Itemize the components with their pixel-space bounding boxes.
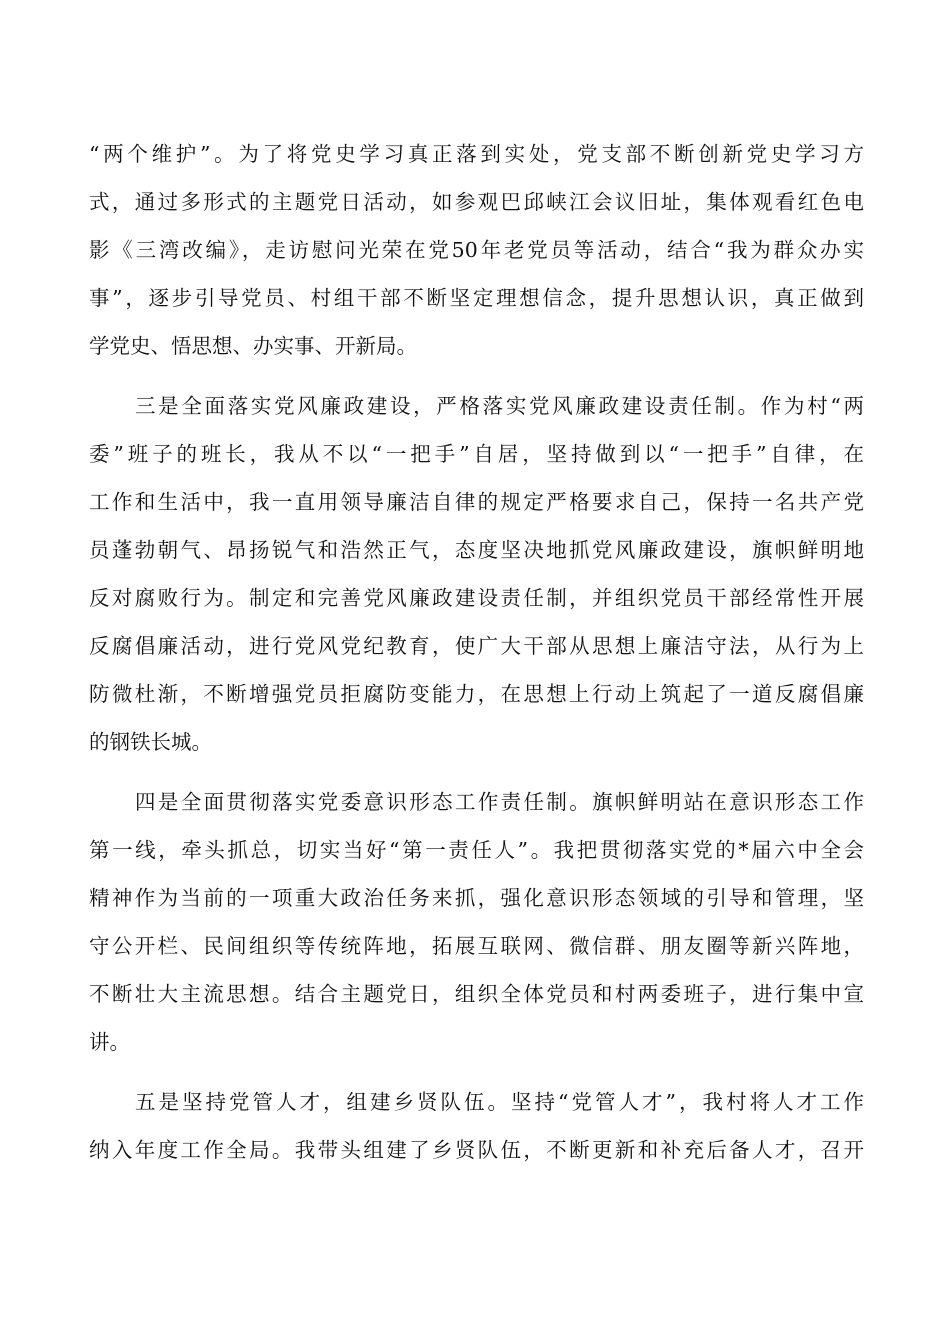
text-line: 不断壮大主流思想。结合主题党日，组织全体党员和村两委班子，进行集中宣 [89, 982, 864, 1006]
text-line: 式，通过多形式的主题党日活动，如参观巴邱峡江会议旧址，集体观看红色电 [89, 190, 864, 214]
text-line: 事”，逐步引导党员、村组干部不断坚定理想信念，提升思想认识，真正做到 [89, 286, 864, 310]
text-line: 影《三湾改编》，走访慰问光荣在党50年老党员等活动，结合“我为群众办实 [89, 238, 864, 262]
text-line: “两个维护”。为了将党史学习真正落到实处，党支部不断创新党史学习方 [89, 142, 864, 166]
paragraph-3 [89, 778, 864, 1066]
text-line: 守公开栏、民间组织等传统阵地，拓展互联网、微信群、朋友圈等新兴阵地， [89, 934, 864, 958]
text-line: 讲。 [89, 1030, 130, 1054]
paragraph-1 [89, 130, 864, 370]
text-line: 反腐倡廉活动，进行党风党纪教育，使广大干部从思想上廉洁守法，从行为上 [89, 634, 864, 658]
text-line: 工作和生活中，我一直用领导廉洁自律的规定严格要求自己，保持一名共产党 [89, 490, 864, 514]
text-line: 防微杜渐，不断增强党员拒腐防变能力，在思想上行动上筑起了一道反腐倡廉 [89, 682, 864, 706]
text-line: 反对腐败行为。制定和完善党风廉政建设责任制，并组织党员干部经常性开展 [89, 586, 864, 610]
text-line: 的钢铁长城。 [89, 730, 212, 754]
document-page [89, 130, 864, 1174]
text-line: 学党史、悟思想、办实事、开新局。 [89, 334, 417, 358]
text-line: 三是全面落实党风廉政建设，严格落实党风廉政建设责任制。作为村“两 [135, 394, 864, 418]
text-line: 第一线，牵头抓总，切实当好“第一责任人”。我把贯彻落实党的*届六中全会 [89, 838, 864, 862]
text-line: 精神作为当前的一项重大政治任务来抓，强化意识形态领域的引导和管理，坚 [89, 886, 864, 910]
text-line: 委”班子的班长，我从不以“一把手”自居，坚持做到以“一把手”自律，在 [89, 442, 864, 466]
text-line: 五是坚持党管人才，组建乡贤队伍。坚持“党管人才”，我村将人才工作 [135, 1090, 864, 1114]
text-line: 纳入年度工作全局。我带头组建了乡贤队伍，不断更新和补充后备人才，召开 [89, 1138, 864, 1162]
paragraph-2 [89, 382, 864, 766]
paragraph-4 [89, 1078, 864, 1174]
text-line: 四是全面贯彻落实党委意识形态工作责任制。旗帜鲜明站在意识形态工作 [135, 790, 864, 814]
text-line: 员蓬勃朝气、昂扬锐气和浩然正气，态度坚决地抓党风廉政建设，旗帜鲜明地 [89, 538, 864, 562]
